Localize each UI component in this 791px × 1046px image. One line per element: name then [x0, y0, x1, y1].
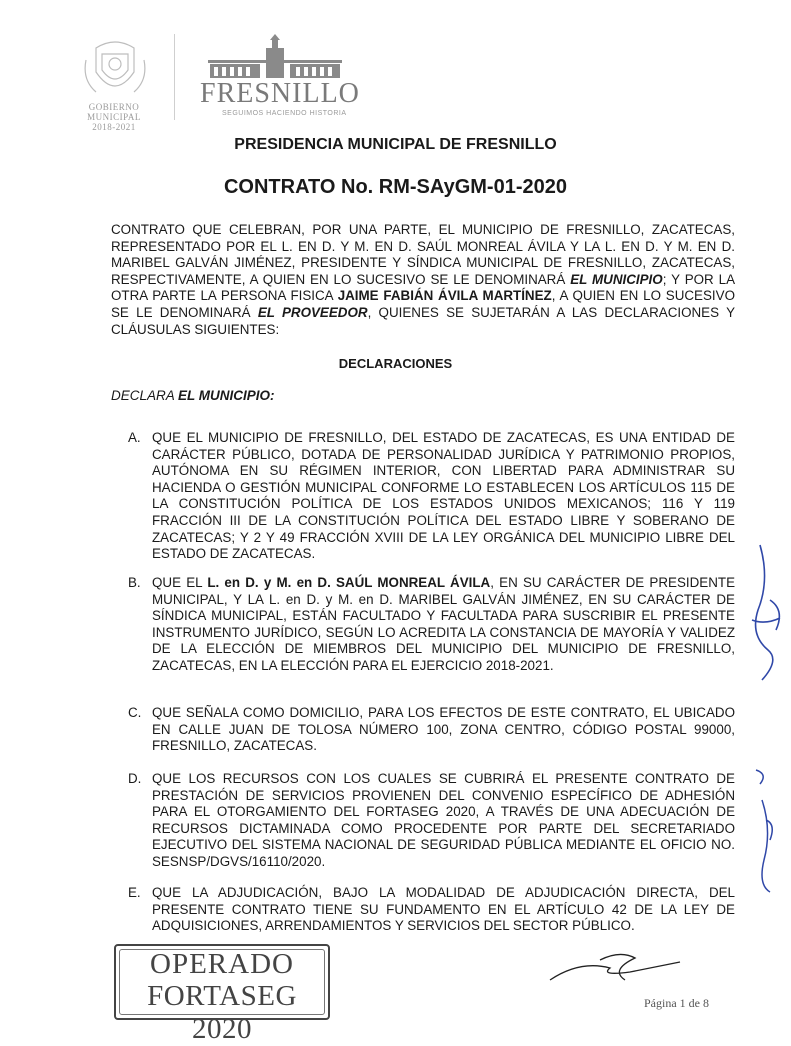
- page-number: Página 1 de 8: [644, 996, 709, 1010]
- declara-prefix: DECLARA: [111, 388, 179, 403]
- intro-paragraph: [111, 222, 735, 338]
- intro-proveedor: EL PROVEEDOR: [257, 304, 368, 320]
- stamp-line2: FORTASEG 2020: [147, 980, 297, 1045]
- intro-part1: CONTRATO QUE CELEBRAN, POR UNA PARTE, EL MUNICIPIO DE FRESNILLO, ZACATECAS, REPRESENTADO POR EL L. EN D. Y M. EN D. SAÚL MONREAL ÁVILA Y LA L. EN D. Y M. EN D. MARIBEL GALVÁN JIMÉNEZ, PRESIDENTE Y SÍNDICA MUNICIPAL DE FRESNILLO, ZACATECAS, RESPECTIVAMENTE, A QUIEN EN LO SUCESIVO SE LE DENOMINARÁ: [111, 222, 735, 287]
- declaration-item-e: [128, 885, 735, 935]
- item-letter: C.: [128, 705, 142, 720]
- contract-number: CONTRATO No. RM-SAyGM-01-2020: [223, 176, 567, 198]
- declara-subject: EL MUNICIPIO:: [178, 388, 275, 403]
- intro-part4: , QUIENES SE SUJETARÁN A LAS DECLARACIONES Y CLÁUSULAS SIGUIENTES:: [111, 304, 735, 337]
- logo-divider: [174, 34, 175, 120]
- declara-heading: [111, 388, 275, 403]
- intro-proveedor-name: JAIME FABIÁN ÁVILA MARTÍNEZ: [337, 288, 552, 304]
- seal-caption: GOBIERNO MUNICIPAL: [87, 102, 141, 122]
- declarations-title: DECLARACIONES: [338, 356, 453, 371]
- document-heading: PRESIDENCIA MUNICIPAL DE FRESNILLO: [234, 136, 557, 153]
- operado-stamp: [114, 944, 330, 1045]
- item-text: QUE LOS RECURSOS CON LOS CUALES SE CUBRIRÁ EL PRESENTE CONTRATO DE PRESTACIÓN DE SERVICIOS PROVIENEN DEL CONVENIO ESPECÍFICO DE ADHESIÓN PARA EL OTORGAMIENTO DEL FORTASEG 2020, A TRAVÉS DE UNA ADECUACIÓN DE RECURSOS DICTAMINADA COMO PROCEDENTE POR PARTE DEL SECRETARIADO EJECUTIVO DEL SISTEMA NACIONAL DE SEGURIDAD PÚBLICA MEDIANTE EL OFICIO NO. SESNSP/DGVS/16110/2020.: [152, 771, 735, 869]
- item-letter: E.: [128, 885, 141, 900]
- item-letter: D.: [128, 771, 142, 786]
- municipal-seal-icon: [76, 30, 154, 108]
- seal-years-text: 2018-2021: [92, 122, 136, 132]
- item-b-bold: L. en D. y M. en D. SAÚL MONREAL ÁVILA: [207, 575, 491, 590]
- declaration-item-b: [128, 575, 735, 675]
- margin-signature-icon: [740, 540, 790, 690]
- intro-municipio: EL MUNICIPIO: [570, 271, 663, 287]
- item-text: QUE LA ADJUDICACIÓN, BAJO LA MODALIDAD DE ADJUDICACIÓN DIRECTA, DEL PRESENTE CONTRATO TIENE SU FUNDAMENTO EN EL ARTÍCULO 42 DE LA LEY DE ADQUISICIONES, ARRENDAMIENTOS Y SERVICIOS DEL SECTOR PÚBLICO.: [152, 885, 735, 934]
- header-logos: [64, 24, 384, 130]
- intro-part2: ; Y POR LA OTRA PARTE LA PERSONA FISICA: [111, 271, 736, 304]
- stamp-line1: OPERADO: [150, 948, 294, 980]
- item-letter: B.: [128, 575, 141, 590]
- margin-initials-icon: [742, 760, 782, 900]
- declaration-item-c: [128, 705, 735, 755]
- item-text: [128, 575, 735, 675]
- signature-icon: [540, 940, 690, 1000]
- item-b-pre: QUE EL: [152, 575, 208, 590]
- item-letter: A.: [128, 430, 141, 445]
- item-b-text: , EN SU CARÁCTER DE PRESIDENTE MUNICIPAL, Y LA L. en D. y M. en D. MARIBEL GALVÁN JIMÉNEZ, EN SU CARÁCTER DE SÍNDICA MUNICIPAL, ESTÁN FACULTADO Y FACULTADA PARA SUSCRIBIR EL PRESENTE INSTRUMENTO JURÍDICO, SEGÚN LO ACREDITA LA CONSTANCIA DE MAYORÍA Y VALIDEZ DE LA ELECCIÓN DE MIEMBROS DEL MUNICIPIO DEL MUNICIPIO DE FRESNILLO, ZACATECAS, EN LA ELECCIÓN PARA EL EJERCICIO 2018-2021.: [152, 575, 735, 673]
- declaration-item-a: [128, 430, 735, 563]
- declaration-item-d: [128, 771, 735, 871]
- seal-years: [74, 102, 154, 132]
- brand-tagline: SEGUIMOS HACIENDO HISTORIA: [222, 110, 347, 117]
- intro-part3: , A QUIEN EN LO SUCESIVO SE LE DENOMINARÁ: [111, 288, 735, 320]
- brand-name: FRESNILLO: [200, 78, 360, 109]
- item-text: QUE SEÑALA COMO DOMICILIO, PARA LOS EFECTOS DE ESTE CONTRATO, EL UBICADO EN CALLE JUAN DE TOLOSA NÚMERO 100, ZONA CENTRO, CÓDIGO POSTAL 99000, FRESNILLO, ZACATECAS.: [152, 705, 735, 754]
- item-text: QUE EL MUNICIPIO DE FRESNILLO, DEL ESTADO DE ZACATECAS, ES UNA ENTIDAD DE CARÁCTER PÚBLICO, DOTADA DE PERSONALIDAD JURÍDICA Y PATRIMONIO PROPIOS, AUTÓNOMA EN SU RÉGIMEN INTERIOR, CON LIBERTAD PARA ADMINISTRAR SU HACIENDA O GESTIÓN MUNICIPAL CONFORME LO ESTABLECEN LOS ARTÍCULOS 115 DE LA CONSTITUCIÓN POLÍTICA DE LOS ESTADOS UNIDOS MEXICANOS; 116 Y 119 FRACCIÓN III DE LA CONSTITUCIÓN POLÍTICA DEL ESTADO LIBRE Y SOBERANO DE ZACATECAS; Y 2 Y 49 FRACCIÓN XVIII DE LA LEY ORGÁNICA DEL MUNICIPIO LIBRE DEL ESTADO DE ZACATECAS.: [152, 430, 735, 562]
